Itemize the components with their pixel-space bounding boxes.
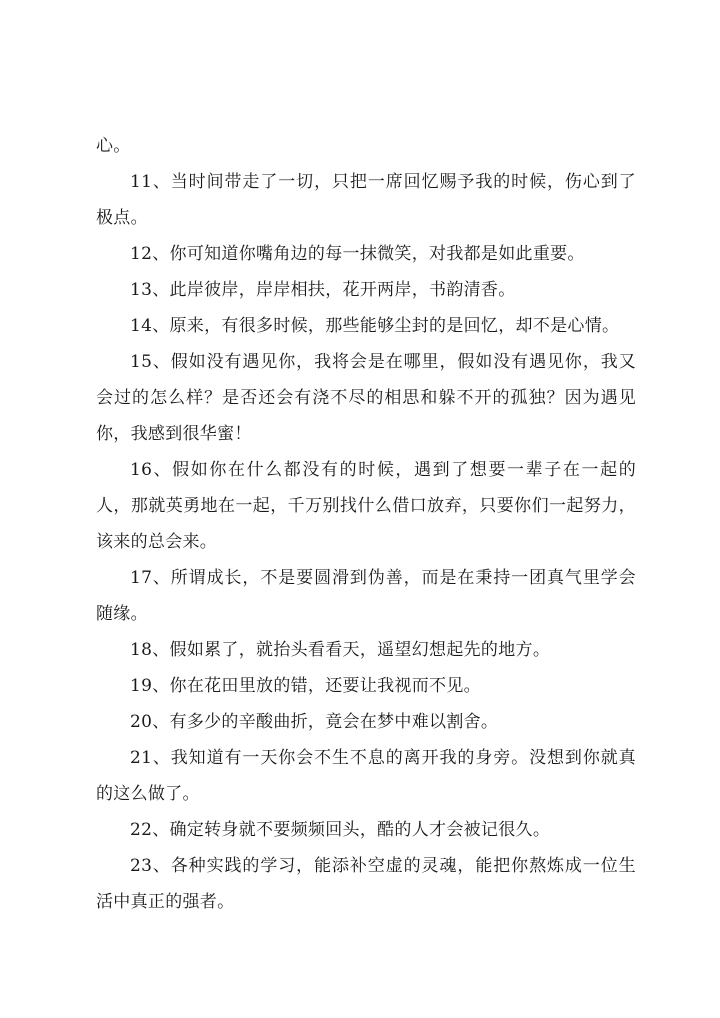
- paragraph-item-14: 14、原来，有很多时候，那些能够尘封的是回忆，却不是心情。: [130, 316, 620, 336]
- paragraph-item-23: 23、各种实践的学习，能添补空虚的灵魂，能把你熬炼成一位生活中真正的强者。: [96, 856, 636, 912]
- paragraph-item-15: 15、假如没有遇见你，我将会是在哪里，假如没有遇见你，我又会过的怎么样？是否还会有浇不尽的相思和躲不开的孤独？因为遇见你，我感到很华蜜！: [96, 352, 636, 444]
- paragraph-item-11: 11、当时间带走了一切，只把一席回忆赐予我的时候，伤心到了极点。: [96, 172, 636, 228]
- paragraph-item-16: 16、假如你在什么都没有的时候，遇到了想要一辈子在一起的人，那就英勇地在一起，千万别找什么借口放弃，只要你们一起努力，该来的总会来。: [96, 460, 636, 552]
- paragraph-item-19: 19、你在花田里放的错，还要让我视而不见。: [130, 676, 481, 696]
- paragraph-item-18: 18、假如累了，就抬头看看天，遥望幻想起先的地方。: [130, 640, 551, 660]
- paragraph-item-13: 13、此岸彼岸，岸岸相扶，花开两岸，书韵清香。: [130, 280, 516, 300]
- paragraph-item-21: 21、我知道有一天你会不生不息的离开我的身旁。没想到你就真的这么做了。: [96, 748, 636, 804]
- paragraph-item-12: 12、你可知道你嘴角边的每一抹微笑，对我都是如此重要。: [130, 244, 585, 264]
- document-body: [96, 128, 636, 920]
- paragraph-continuation: 心。: [96, 136, 131, 156]
- paragraph-item-17: 17、所谓成长，不是要圆滑到伪善，而是在秉持一团真气里学会随缘。: [96, 568, 636, 624]
- paragraph-item-22: 22、确定转身就不要频频回头，酷的人才会被记很久。: [130, 820, 551, 840]
- paragraph-item-20: 20、有多少的辛酸曲折，竟会在梦中难以割舍。: [130, 712, 499, 732]
